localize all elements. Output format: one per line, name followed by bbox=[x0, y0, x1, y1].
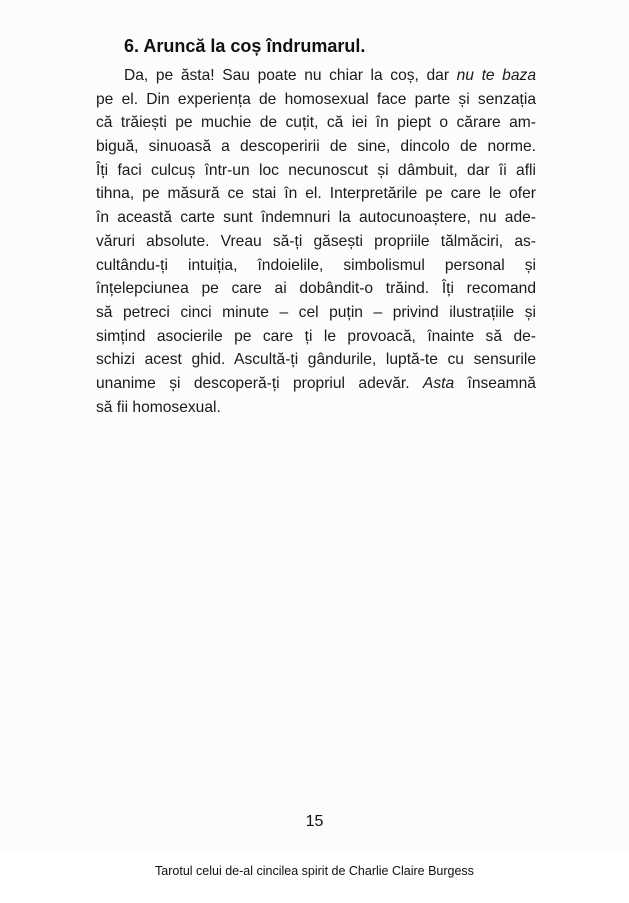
text-line: să fii homosexual. bbox=[96, 398, 221, 416]
text-line: să petreci cinci minute – cel puțin – privind ilustrațiile și bbox=[96, 303, 536, 321]
page-number: 15 bbox=[305, 813, 324, 830]
text-segment: Da, pe ăsta! Sau poate nu chiar la coș, dar bbox=[124, 67, 457, 84]
book-footer: Tarotul celui de-al cincilea spirit de Charlie Claire Burgess bbox=[155, 864, 474, 878]
text-segment: unanime și descoperă-ți propriul adevăr. bbox=[96, 374, 423, 392]
text-line: biguă, sinuoasă a descoperirii de sine, dincolo de norme. bbox=[96, 138, 536, 156]
text-line: văruri absolute. Vreau să-ți găsești propriile tălmăciri, as- bbox=[96, 232, 536, 250]
text-line: cultându-ți intuiția, îndoielile, simbolismul personal și bbox=[96, 256, 536, 274]
italic-text: Asta bbox=[422, 374, 455, 392]
text-line: pe el. Din experiența de homosexual face parte și senzația bbox=[96, 90, 536, 108]
section-heading: 6. Aruncă la coș îndrumarul. bbox=[124, 36, 366, 56]
text-line: schizi acest ghid. Ascultă-ți gândurile, luptă-te cu sensurile bbox=[96, 351, 536, 369]
text-line bbox=[96, 64, 536, 88]
text-segment: înseamnă bbox=[454, 374, 536, 392]
text-line: Îți faci culcuș într-un loc necunoscut și dâmbuit, dar îi afli bbox=[96, 161, 536, 179]
body-text bbox=[96, 64, 536, 419]
text-line bbox=[96, 372, 536, 396]
text-line: simțind asocierile pe care ți le provoacă, înainte să de- bbox=[96, 327, 536, 345]
italic-text: nu te baza bbox=[456, 67, 536, 84]
text-line: în această carte sunt îndemnuri la autocunoaștere, nu ade- bbox=[96, 209, 536, 227]
text-line: tihna, pe măsură ce stai în el. Interpretările pe care le ofer bbox=[96, 185, 536, 203]
text-line: că trăiești pe muchie de cuțit, că iei în piept o cărare am- bbox=[96, 114, 536, 132]
text-line: înțelepciunea pe care ai dobândit-o trăind. Îți recomand bbox=[96, 280, 536, 298]
